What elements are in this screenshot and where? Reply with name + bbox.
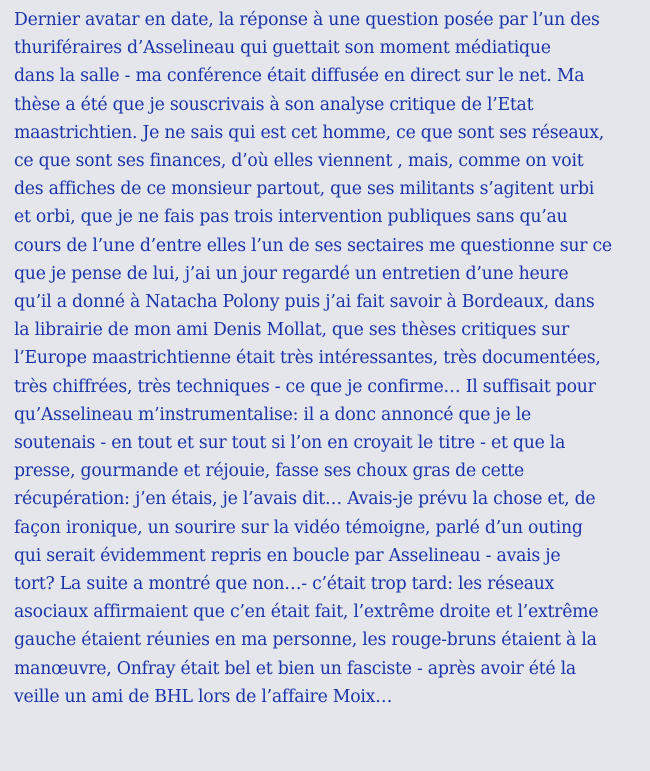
text-line: cours de l’une d’entre elles l’un de ses sectaires me questionne sur ce <box>14 235 612 256</box>
text-line: soutenais - en tout et sur tout si l’on en croyait le titre - et que la <box>14 433 566 454</box>
text-line: manœuvre, Onfray était bel et bien un fasciste - après avoir été la <box>14 658 576 679</box>
text-line: la librairie de mon ami Denis Mollat, que ses thèses critiques sur <box>14 320 570 341</box>
text-line: presse, gourmande et réjouie, fasse ses choux gras de cette <box>14 461 524 482</box>
text-line: tort? La suite a montré que non…- c’était trop tard: les réseaux <box>14 574 555 595</box>
body-paragraph <box>14 6 636 711</box>
text-line: asociaux affirmaient que c’en était fait, l’extrême droite et l’extrême <box>14 602 599 623</box>
text-line: que je pense de lui, j’ai un jour regardé un entretien d’une heure <box>14 263 569 284</box>
text-line: l’Europe maastrichtienne était très intéressantes, très documentées, <box>14 348 601 369</box>
text-line: dans la salle - ma conférence était diffusée en direct sur le net. Ma <box>14 66 585 87</box>
text-line: ce que sont ses finances, d’où elles viennent , mais, comme on voit <box>14 151 584 172</box>
text-line: thuriféraires d’Asselineau qui guettait son moment médiatique <box>14 38 551 59</box>
text-line: Dernier avatar en date, la réponse à une question posée par l’un des <box>14 10 600 30</box>
text-line: qu’Asselineau m’instrumentalise: il a donc annoncé que je le <box>14 404 532 425</box>
text-line: des affiches de ce monsieur partout, que ses militants s’agitent urbi <box>14 179 595 200</box>
text-line: et orbi, que je ne fais pas trois intervention publiques sans qu’au <box>14 207 568 228</box>
text-line: façon ironique, un sourire sur la vidéo témoigne, parlé d’un outing <box>14 517 583 538</box>
text-line: veille un ami de BHL lors de l’affaire Moix… <box>14 686 393 707</box>
text-line: thèse a été que je souscrivais à son analyse critique de l’Etat <box>14 94 534 115</box>
text-line: qu’il a donné à Natacha Polony puis j’ai fait savoir à Bordeaux, dans <box>14 292 595 313</box>
text-line: maastrichtien. Je ne sais qui est cet homme, ce que sont ses réseaux, <box>14 122 604 143</box>
text-line: récupération: j’en étais, je l’avais dit… Avais-je prévu la chose et, de <box>14 489 596 510</box>
text-line: qui serait évidemment repris en boucle par Asselineau - avais je <box>14 545 561 566</box>
text-line: très chiffrées, très techniques - ce que je confirme… Il suffisait pour <box>14 376 596 397</box>
text-line: gauche étaient réunies en ma personne, les rouge-bruns étaient à la <box>14 630 597 651</box>
